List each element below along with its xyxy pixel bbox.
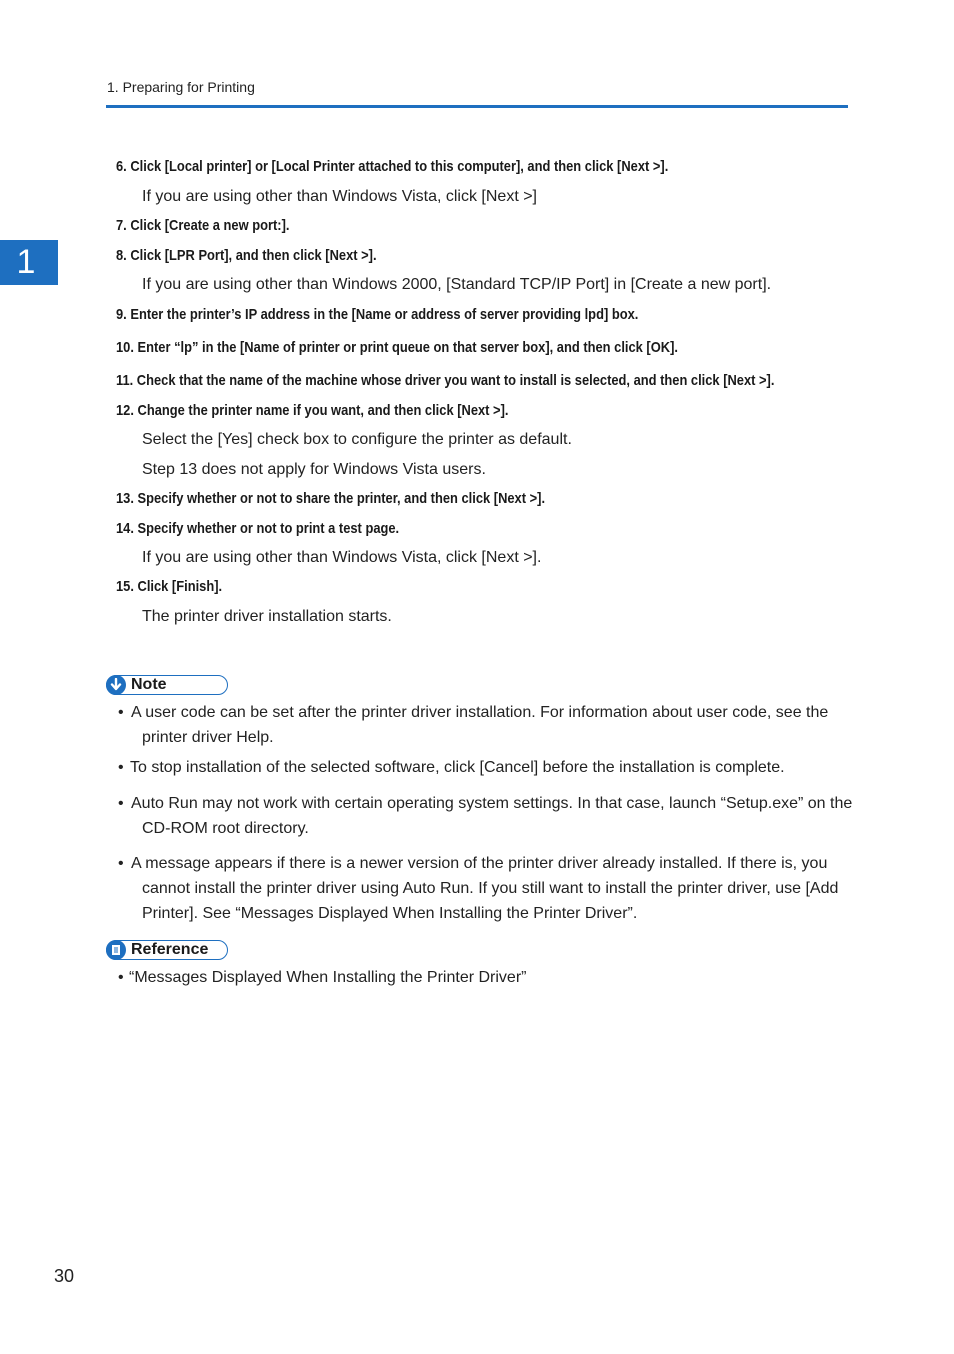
note-item: • To stop installation of the selected software, click [Cancel] before the installation is complete. bbox=[118, 755, 878, 780]
step-15: 15. Click [Finish]. bbox=[116, 578, 223, 595]
note-badge bbox=[106, 675, 228, 695]
step-12: 12. Change the printer name if you want, and then click [Next >]. bbox=[116, 402, 509, 419]
bullet-dot: • bbox=[118, 704, 124, 721]
step-11: 11. Check that the name of the machine whose driver you want to install is selected, and then click [Next >]. bbox=[116, 372, 775, 389]
bullet-dot: • bbox=[118, 759, 124, 776]
document-icon bbox=[106, 940, 126, 960]
step-13: 13. Specify whether or not to share the printer, and then click [Next >]. bbox=[116, 490, 546, 507]
down-arrow-icon bbox=[106, 675, 126, 695]
step-12-note-2: Step 13 does not apply for Windows Vista users. bbox=[142, 461, 486, 478]
reference-label: Reference bbox=[131, 941, 209, 958]
page-number: 30 bbox=[54, 1266, 75, 1286]
bullet-dot: • bbox=[118, 855, 124, 872]
section-title: 1. Preparing for Printing bbox=[107, 79, 255, 95]
step-14-note: If you are using other than Windows Vista, click [Next >]. bbox=[142, 549, 542, 566]
step-15-note: The printer driver installation starts. bbox=[142, 608, 392, 625]
reference-item: • “Messages Displayed When Installing the Printer Driver” bbox=[118, 965, 878, 990]
bullet-dot: • bbox=[118, 795, 124, 812]
reference-badge bbox=[106, 940, 228, 960]
step-7: 7. Click [Create a new port:]. bbox=[116, 217, 290, 234]
note-item: • A user code can be set after the printer driver installation. For information about user code, see the printer driver Help. bbox=[118, 700, 878, 750]
bullet-dot: • bbox=[118, 969, 124, 986]
step-8: 8. Click [LPR Port], and then click [Next >]. bbox=[116, 247, 377, 264]
note-label: Note bbox=[131, 676, 167, 693]
step-6-note: If you are using other than Windows Vista, click [Next >] bbox=[142, 188, 537, 205]
step-9: 9. Enter the printer’s IP address in the [Name or address of server providing lpd] box. bbox=[116, 306, 639, 323]
header-divider bbox=[106, 105, 848, 108]
note-item: • Auto Run may not work with certain operating system settings. In that case, launch “Setup.exe” on the CD-ROM root directory. bbox=[118, 791, 878, 841]
step-8-note: If you are using other than Windows 2000, [Standard TCP/IP Port] in [Create a new port]. bbox=[142, 276, 772, 293]
note-item: • A message appears if there is a newer version of the printer driver already installed. If there is, you cannot install the printer driver using Auto Run. If you still want to install the printer driver, use [Add Printer]. See “Messages Displayed When Installing the Printer Driver”. bbox=[118, 851, 878, 926]
step-14: 14. Specify whether or not to print a test page. bbox=[116, 520, 400, 537]
chapter-tab: 1 bbox=[0, 240, 58, 285]
step-10: 10. Enter “lp” in the [Name of printer or print queue on that server box], and then click [OK]. bbox=[116, 339, 678, 356]
step-6: 6. Click [Local printer] or [Local Printer attached to this computer], and then click [Next >]. bbox=[116, 158, 669, 175]
step-12-note: Select the [Yes] check box to configure the printer as default. bbox=[142, 431, 572, 448]
